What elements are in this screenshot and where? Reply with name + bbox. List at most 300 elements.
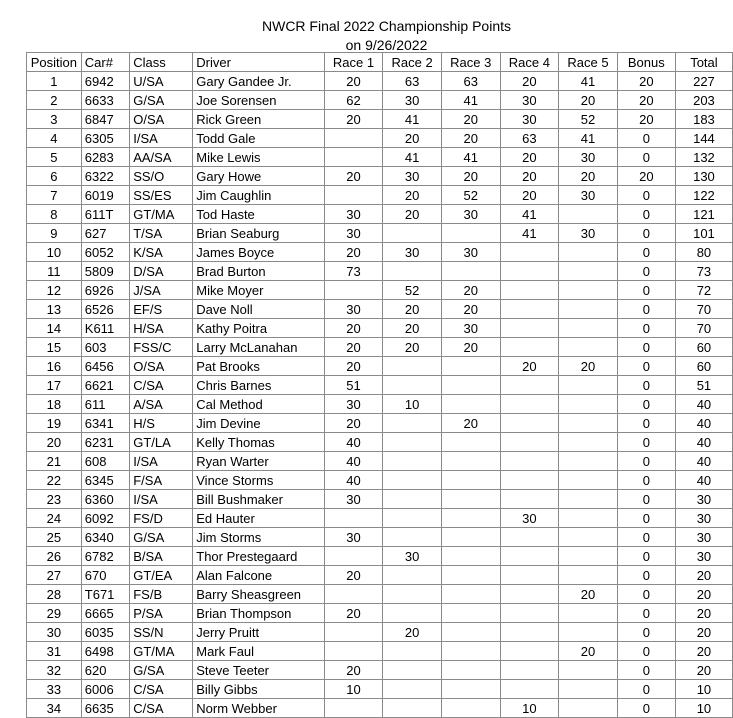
total-cell: 10 — [675, 680, 732, 699]
class-cell: FS/B — [130, 585, 193, 604]
race-4-cell — [500, 262, 559, 281]
car-number-cell: 6498 — [81, 642, 129, 661]
race-3-cell — [441, 585, 500, 604]
race-4-cell — [500, 604, 559, 623]
position-cell: 16 — [27, 357, 82, 376]
race-3-cell: 63 — [441, 72, 500, 91]
total-cell: 10 — [675, 699, 732, 718]
class-cell: P/SA — [130, 604, 193, 623]
car-number-cell: 6340 — [81, 528, 129, 547]
driver-cell: Mark Faul — [193, 642, 324, 661]
driver-cell: Gary Gandee Jr. — [193, 72, 324, 91]
car-number-cell: 6283 — [81, 148, 129, 167]
position-cell: 13 — [27, 300, 82, 319]
position-cell: 12 — [27, 281, 82, 300]
car-number-cell: 6942 — [81, 72, 129, 91]
position-cell: 27 — [27, 566, 82, 585]
race-1-cell: 20 — [324, 566, 383, 585]
class-cell: C/SA — [130, 680, 193, 699]
table-row — [27, 319, 733, 338]
bonus-cell: 0 — [617, 642, 675, 661]
total-cell: 183 — [675, 110, 732, 129]
total-cell: 101 — [675, 224, 732, 243]
race-3-cell: 52 — [441, 186, 500, 205]
table-row — [27, 661, 733, 680]
race-1-cell — [324, 281, 383, 300]
race-3-cell — [441, 699, 500, 718]
race-3-cell — [441, 566, 500, 585]
race-2-cell: 30 — [383, 167, 442, 186]
table-row — [27, 604, 733, 623]
race-4-cell — [500, 395, 559, 414]
total-cell: 60 — [675, 338, 732, 357]
driver-cell: Kathy Poitra — [193, 319, 324, 338]
race-2-cell: 52 — [383, 281, 442, 300]
table-row — [27, 243, 733, 262]
bonus-cell: 0 — [617, 604, 675, 623]
race-2-cell — [383, 452, 442, 471]
race-1-cell — [324, 186, 383, 205]
class-cell: GT/LA — [130, 433, 193, 452]
race-5-cell — [559, 300, 618, 319]
total-cell: 70 — [675, 300, 732, 319]
race-1-cell: 10 — [324, 680, 383, 699]
bonus-cell: 0 — [617, 357, 675, 376]
bonus-cell: 0 — [617, 585, 675, 604]
race-2-cell — [383, 376, 442, 395]
race-3-cell — [441, 395, 500, 414]
race-4-cell: 10 — [500, 699, 559, 718]
table-row — [27, 167, 733, 186]
race-2-cell: 30 — [383, 547, 442, 566]
car-number-cell: 6345 — [81, 471, 129, 490]
race-5-cell — [559, 414, 618, 433]
race-2-cell — [383, 433, 442, 452]
race-2-cell — [383, 680, 442, 699]
driver-cell: Gary Howe — [193, 167, 324, 186]
race-5-cell: 41 — [559, 72, 618, 91]
race-4-cell — [500, 661, 559, 680]
position-cell: 14 — [27, 319, 82, 338]
race-5-cell: 30 — [559, 148, 618, 167]
position-cell: 19 — [27, 414, 82, 433]
total-cell: 72 — [675, 281, 732, 300]
bonus-cell: 0 — [617, 262, 675, 281]
race-1-cell: 40 — [324, 471, 383, 490]
race-1-cell: 20 — [324, 243, 383, 262]
total-cell: 132 — [675, 148, 732, 167]
race-2-cell — [383, 224, 442, 243]
race-4-cell: 20 — [500, 186, 559, 205]
race-2-cell — [383, 585, 442, 604]
race-1-cell: 73 — [324, 262, 383, 281]
class-cell: FSS/C — [130, 338, 193, 357]
table-row — [27, 129, 733, 148]
position-cell: 6 — [27, 167, 82, 186]
race-3-cell: 41 — [441, 91, 500, 110]
race-1-cell — [324, 547, 383, 566]
class-cell: U/SA — [130, 72, 193, 91]
car-number-cell: 6782 — [81, 547, 129, 566]
column-header: Driver — [193, 53, 324, 72]
race-1-cell: 20 — [324, 414, 383, 433]
position-cell: 30 — [27, 623, 82, 642]
race-5-cell — [559, 490, 618, 509]
bonus-cell: 20 — [617, 91, 675, 110]
race-4-cell: 30 — [500, 509, 559, 528]
class-cell: GT/MA — [130, 642, 193, 661]
class-cell: I/SA — [130, 490, 193, 509]
bonus-cell: 0 — [617, 490, 675, 509]
total-cell: 20 — [675, 623, 732, 642]
column-header: Race 4 — [500, 53, 559, 72]
race-5-cell — [559, 680, 618, 699]
points-table — [26, 52, 733, 718]
column-header: Race 3 — [441, 53, 500, 72]
total-cell: 80 — [675, 243, 732, 262]
race-2-cell — [383, 509, 442, 528]
bonus-cell: 0 — [617, 281, 675, 300]
race-5-cell — [559, 604, 618, 623]
position-cell: 17 — [27, 376, 82, 395]
column-header: Car# — [81, 53, 129, 72]
driver-cell: Barry Sheasgreen — [193, 585, 324, 604]
driver-cell: Rick Green — [193, 110, 324, 129]
race-2-cell — [383, 642, 442, 661]
race-5-cell — [559, 205, 618, 224]
position-cell: 18 — [27, 395, 82, 414]
total-cell: 20 — [675, 604, 732, 623]
race-1-cell: 20 — [324, 338, 383, 357]
driver-cell: Tod Haste — [193, 205, 324, 224]
class-cell: FS/D — [130, 509, 193, 528]
race-2-cell: 41 — [383, 148, 442, 167]
race-4-cell — [500, 566, 559, 585]
driver-cell: Brian Seaburg — [193, 224, 324, 243]
driver-cell: Joe Sorensen — [193, 91, 324, 110]
driver-cell: Pat Brooks — [193, 357, 324, 376]
race-3-cell — [441, 680, 500, 699]
class-cell: J/SA — [130, 281, 193, 300]
race-1-cell: 20 — [324, 72, 383, 91]
position-cell: 22 — [27, 471, 82, 490]
race-1-cell — [324, 509, 383, 528]
race-4-cell: 63 — [500, 129, 559, 148]
driver-cell: Jerry Pruitt — [193, 623, 324, 642]
race-5-cell — [559, 623, 618, 642]
car-number-cell: 6360 — [81, 490, 129, 509]
total-cell: 73 — [675, 262, 732, 281]
class-cell: EF/S — [130, 300, 193, 319]
position-cell: 4 — [27, 129, 82, 148]
race-1-cell — [324, 148, 383, 167]
driver-cell: Brad Burton — [193, 262, 324, 281]
race-2-cell — [383, 262, 442, 281]
race-5-cell — [559, 338, 618, 357]
total-cell: 227 — [675, 72, 732, 91]
race-1-cell: 40 — [324, 452, 383, 471]
car-number-cell: 6633 — [81, 91, 129, 110]
car-number-cell: T671 — [81, 585, 129, 604]
car-number-cell: 670 — [81, 566, 129, 585]
race-2-cell — [383, 566, 442, 585]
race-3-cell: 20 — [441, 414, 500, 433]
car-number-cell: 6341 — [81, 414, 129, 433]
total-cell: 20 — [675, 585, 732, 604]
race-2-cell — [383, 414, 442, 433]
position-cell: 20 — [27, 433, 82, 452]
class-cell: O/SA — [130, 357, 193, 376]
class-cell: O/SA — [130, 110, 193, 129]
race-3-cell — [441, 433, 500, 452]
race-3-cell — [441, 376, 500, 395]
table-row — [27, 680, 733, 699]
position-cell: 9 — [27, 224, 82, 243]
race-1-cell: 20 — [324, 604, 383, 623]
position-cell: 11 — [27, 262, 82, 281]
race-2-cell — [383, 604, 442, 623]
race-1-cell: 51 — [324, 376, 383, 395]
race-4-cell — [500, 528, 559, 547]
car-number-cell: 6665 — [81, 604, 129, 623]
table-row — [27, 110, 733, 129]
table-row — [27, 300, 733, 319]
race-1-cell: 40 — [324, 433, 383, 452]
column-header: Total — [675, 53, 732, 72]
driver-cell: Kelly Thomas — [193, 433, 324, 452]
race-5-cell — [559, 281, 618, 300]
position-cell: 31 — [27, 642, 82, 661]
race-2-cell: 20 — [383, 319, 442, 338]
column-header: Class — [130, 53, 193, 72]
class-cell: B/SA — [130, 547, 193, 566]
position-cell: 1 — [27, 72, 82, 91]
class-cell: GT/EA — [130, 566, 193, 585]
race-4-cell: 30 — [500, 110, 559, 129]
race-3-cell — [441, 262, 500, 281]
race-1-cell — [324, 129, 383, 148]
race-3-cell — [441, 642, 500, 661]
race-1-cell — [324, 623, 383, 642]
bonus-cell: 20 — [617, 110, 675, 129]
total-cell: 40 — [675, 471, 732, 490]
race-3-cell: 20 — [441, 129, 500, 148]
table-row — [27, 642, 733, 661]
position-cell: 7 — [27, 186, 82, 205]
race-5-cell — [559, 566, 618, 585]
bonus-cell: 0 — [617, 338, 675, 357]
race-3-cell: 20 — [441, 338, 500, 357]
race-2-cell — [383, 471, 442, 490]
race-1-cell: 30 — [324, 300, 383, 319]
race-1-cell: 20 — [324, 661, 383, 680]
race-5-cell: 52 — [559, 110, 618, 129]
race-2-cell: 63 — [383, 72, 442, 91]
race-4-cell: 20 — [500, 167, 559, 186]
driver-cell: Jim Storms — [193, 528, 324, 547]
race-5-cell — [559, 471, 618, 490]
race-4-cell: 41 — [500, 205, 559, 224]
total-cell: 144 — [675, 129, 732, 148]
column-header: Race 2 — [383, 53, 442, 72]
total-cell: 40 — [675, 395, 732, 414]
race-2-cell: 30 — [383, 243, 442, 262]
table-row — [27, 699, 733, 718]
bonus-cell: 0 — [617, 471, 675, 490]
total-cell: 121 — [675, 205, 732, 224]
position-cell: 3 — [27, 110, 82, 129]
bonus-cell: 0 — [617, 205, 675, 224]
class-cell: I/SA — [130, 129, 193, 148]
car-number-cell: 6092 — [81, 509, 129, 528]
total-cell: 40 — [675, 414, 732, 433]
driver-cell: Dave Noll — [193, 300, 324, 319]
table-row — [27, 623, 733, 642]
class-cell: AA/SA — [130, 148, 193, 167]
driver-cell: Billy Gibbs — [193, 680, 324, 699]
race-4-cell: 20 — [500, 148, 559, 167]
position-cell: 10 — [27, 243, 82, 262]
total-cell: 130 — [675, 167, 732, 186]
race-3-cell: 20 — [441, 281, 500, 300]
car-number-cell: 627 — [81, 224, 129, 243]
bonus-cell: 0 — [617, 414, 675, 433]
race-2-cell — [383, 699, 442, 718]
car-number-cell: 6006 — [81, 680, 129, 699]
race-3-cell: 30 — [441, 319, 500, 338]
race-4-cell — [500, 243, 559, 262]
car-number-cell: 6621 — [81, 376, 129, 395]
class-cell: C/SA — [130, 376, 193, 395]
race-5-cell — [559, 262, 618, 281]
driver-cell: Thor Prestegaard — [193, 547, 324, 566]
race-5-cell: 20 — [559, 167, 618, 186]
race-5-cell — [559, 509, 618, 528]
race-3-cell: 20 — [441, 300, 500, 319]
bonus-cell: 0 — [617, 623, 675, 642]
race-3-cell — [441, 471, 500, 490]
class-cell: D/SA — [130, 262, 193, 281]
table-row — [27, 528, 733, 547]
position-cell: 28 — [27, 585, 82, 604]
driver-cell: Ed Hauter — [193, 509, 324, 528]
driver-cell: Mike Moyer — [193, 281, 324, 300]
race-1-cell: 30 — [324, 395, 383, 414]
driver-cell: Alan Falcone — [193, 566, 324, 585]
race-4-cell: 20 — [500, 357, 559, 376]
race-5-cell — [559, 547, 618, 566]
race-2-cell: 41 — [383, 110, 442, 129]
race-4-cell: 20 — [500, 72, 559, 91]
table-row — [27, 433, 733, 452]
car-number-cell: 6322 — [81, 167, 129, 186]
class-cell: SS/ES — [130, 186, 193, 205]
bonus-cell: 0 — [617, 186, 675, 205]
position-cell: 34 — [27, 699, 82, 718]
race-3-cell: 30 — [441, 205, 500, 224]
class-cell: F/SA — [130, 471, 193, 490]
race-5-cell: 20 — [559, 585, 618, 604]
race-1-cell: 30 — [324, 205, 383, 224]
race-3-cell — [441, 661, 500, 680]
race-5-cell: 20 — [559, 91, 618, 110]
bonus-cell: 0 — [617, 376, 675, 395]
race-4-cell — [500, 300, 559, 319]
race-2-cell: 10 — [383, 395, 442, 414]
race-1-cell: 20 — [324, 110, 383, 129]
position-cell: 32 — [27, 661, 82, 680]
car-number-cell: 6635 — [81, 699, 129, 718]
position-cell: 2 — [27, 91, 82, 110]
race-2-cell: 20 — [383, 338, 442, 357]
race-2-cell: 20 — [383, 623, 442, 642]
race-5-cell — [559, 376, 618, 395]
total-cell: 122 — [675, 186, 732, 205]
position-cell: 5 — [27, 148, 82, 167]
race-5-cell — [559, 528, 618, 547]
total-cell: 70 — [675, 319, 732, 338]
driver-cell: Chris Barnes — [193, 376, 324, 395]
table-row — [27, 414, 733, 433]
driver-cell: Jim Caughlin — [193, 186, 324, 205]
driver-cell: Larry McLanahan — [193, 338, 324, 357]
class-cell: K/SA — [130, 243, 193, 262]
table-row — [27, 224, 733, 243]
bonus-cell: 0 — [617, 319, 675, 338]
race-4-cell: 30 — [500, 91, 559, 110]
race-2-cell: 30 — [383, 91, 442, 110]
position-cell: 26 — [27, 547, 82, 566]
position-cell: 15 — [27, 338, 82, 357]
column-header: Race 5 — [559, 53, 618, 72]
car-number-cell: 6456 — [81, 357, 129, 376]
class-cell: G/SA — [130, 91, 193, 110]
class-cell: GT/MA — [130, 205, 193, 224]
car-number-cell: 6231 — [81, 433, 129, 452]
position-cell: 23 — [27, 490, 82, 509]
column-header: Position — [27, 53, 82, 72]
race-3-cell — [441, 528, 500, 547]
race-1-cell: 20 — [324, 319, 383, 338]
table-row — [27, 72, 733, 91]
table-row — [27, 395, 733, 414]
race-1-cell — [324, 642, 383, 661]
race-1-cell: 30 — [324, 224, 383, 243]
race-5-cell: 30 — [559, 186, 618, 205]
race-5-cell: 20 — [559, 642, 618, 661]
race-3-cell — [441, 623, 500, 642]
table-row — [27, 91, 733, 110]
race-4-cell — [500, 452, 559, 471]
class-cell: A/SA — [130, 395, 193, 414]
driver-cell: Bill Bushmaker — [193, 490, 324, 509]
table-row — [27, 376, 733, 395]
race-2-cell — [383, 490, 442, 509]
bonus-cell: 0 — [617, 395, 675, 414]
race-2-cell — [383, 661, 442, 680]
column-header: Race 1 — [324, 53, 383, 72]
table-row — [27, 148, 733, 167]
race-2-cell — [383, 357, 442, 376]
race-3-cell — [441, 357, 500, 376]
table-row — [27, 490, 733, 509]
table-row — [27, 547, 733, 566]
race-4-cell — [500, 433, 559, 452]
total-cell: 30 — [675, 547, 732, 566]
total-cell: 60 — [675, 357, 732, 376]
class-cell: C/SA — [130, 699, 193, 718]
position-cell: 33 — [27, 680, 82, 699]
